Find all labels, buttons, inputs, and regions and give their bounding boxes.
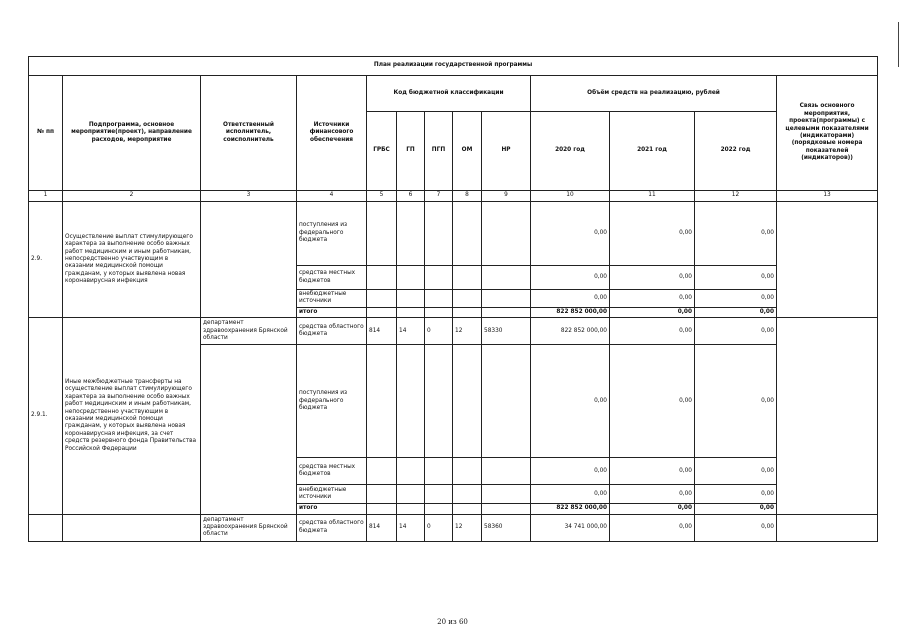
header-no: № пп — [29, 76, 63, 191]
funding-source: средства областного бюджета — [297, 514, 367, 541]
total-2021: 0,00 — [610, 307, 695, 317]
link-cell — [777, 202, 878, 318]
row-number: 2.9.1. — [29, 318, 63, 514]
value-2021: 0,00 — [610, 485, 695, 504]
value-2021: 0,00 — [610, 458, 695, 485]
header-volume: Объём средств на реализацию, рублей — [531, 76, 777, 112]
header-om: ОМ — [453, 112, 482, 191]
value-2021: 0,00 — [610, 290, 695, 308]
om-code: 12 — [453, 514, 482, 541]
header-2022: 2022 год — [695, 112, 777, 191]
total-2022: 0,00 — [695, 307, 777, 317]
value-2022: 0,00 — [695, 266, 777, 290]
value-2021: 0,00 — [610, 514, 695, 541]
value-2022: 0,00 — [695, 458, 777, 485]
header-gp: ГП — [397, 112, 425, 191]
value-2020: 0,00 — [531, 202, 610, 266]
executor-name: департамент здравоохранения Брянской области — [201, 318, 297, 345]
col-number: 4 — [297, 191, 367, 202]
col-number: 13 — [777, 191, 878, 202]
executor-name: департамент здравоохранения Брянской области — [201, 514, 297, 541]
gp-code: 14 — [397, 318, 425, 345]
program-name: Осуществление выплат стимулирующего характера за выполнение особо важных работ медицинским и иным работникам, непосредственно участвующим в оказании медицинской помощи гражданам, у которых выявлена новая коронавирусная инфекция — [63, 202, 201, 318]
funding-source: средства местных бюджетов — [297, 266, 367, 290]
om-code: 12 — [453, 318, 482, 345]
header-2020: 2020 год — [531, 112, 610, 191]
total-2022: 0,00 — [695, 504, 777, 514]
table-row — [29, 514, 878, 541]
col-number: 9 — [482, 191, 531, 202]
program-plan-table — [28, 56, 878, 542]
value-2020: 0,00 — [531, 266, 610, 290]
column-numbers-row — [29, 191, 878, 202]
value-2020: 0,00 — [531, 345, 610, 458]
header-2021: 2021 год — [610, 112, 695, 191]
header-link: Связь основного мероприятия, проекта(программы) с целевыми показателями (индикаторами) (порядковые номера показателей (индикаторов)) — [777, 76, 878, 191]
value-2022: 0,00 — [695, 514, 777, 541]
value-2022: 0,00 — [695, 485, 777, 504]
funding-source: средства местных бюджетов — [297, 458, 367, 485]
col-number: 1 — [29, 191, 63, 202]
link-cell — [777, 514, 878, 541]
header-source: Источники финансового обеспечения — [297, 76, 367, 191]
col-number: 12 — [695, 191, 777, 202]
value-2020: 0,00 — [531, 485, 610, 504]
funding-source-total: итого — [297, 504, 367, 514]
total-2020: 822 852 000,00 — [531, 504, 610, 514]
header-pgp: ПГП — [425, 112, 453, 191]
funding-source: средства областного бюджета — [297, 318, 367, 345]
col-number: 2 — [63, 191, 201, 202]
value-2021: 0,00 — [610, 202, 695, 266]
value-2021: 0,00 — [610, 318, 695, 345]
gp-code: 14 — [397, 514, 425, 541]
col-number: 3 — [201, 191, 297, 202]
page-number: 20 из 60 — [437, 618, 468, 626]
total-2020: 822 852 000,00 — [531, 307, 610, 317]
scan-edge-line — [898, 22, 899, 67]
col-number: 8 — [453, 191, 482, 202]
value-2021: 0,00 — [610, 266, 695, 290]
col-number: 7 — [425, 191, 453, 202]
link-cell — [777, 318, 878, 514]
value-2022: 0,00 — [695, 290, 777, 308]
col-number: 6 — [397, 191, 425, 202]
funding-source: внебюджетные источники — [297, 485, 367, 504]
table-row — [29, 318, 878, 345]
funding-source-total: итого — [297, 307, 367, 317]
pgp-code: 0 — [425, 514, 453, 541]
funding-source: поступления из федерального бюджета — [297, 202, 367, 266]
pgp-code: 0 — [425, 318, 453, 345]
grbs-code: 814 — [367, 318, 397, 345]
col-number: 11 — [610, 191, 695, 202]
value-2020: 34 741 000,00 — [531, 514, 610, 541]
total-2021: 0,00 — [610, 504, 695, 514]
col-number: 5 — [367, 191, 397, 202]
nr-code: 58330 — [482, 318, 531, 345]
program-name — [63, 514, 201, 541]
row-number: 2.9. — [29, 202, 63, 318]
row-number — [29, 514, 63, 541]
grbs-code: 814 — [367, 514, 397, 541]
program-name: Иные межбюджетные трансферты на осуществление выплат стимулирующего характера за выполнение особо важных работ медицинским и иным работникам, непосредственно участвующим в оказании медицинской помощи гражданам, у которых выявлена новая коронавирусная инфекция, за счет средств резервного фонда Правительства Российской Федерации — [63, 318, 201, 514]
value-2022: 0,00 — [695, 318, 777, 345]
value-2020: 0,00 — [531, 458, 610, 485]
header-executor: Ответственный исполнитель, соисполнитель — [201, 76, 297, 191]
header-budget-class: Код бюджетной классификации — [367, 76, 531, 112]
funding-source: внебюджетные источники — [297, 290, 367, 308]
value-2021: 0,00 — [610, 345, 695, 458]
value-2022: 0,00 — [695, 345, 777, 458]
header-program: Подпрограмма, основное мероприятие(проект), направление расходов, мероприятие — [63, 76, 201, 191]
header-nr: НР — [482, 112, 531, 191]
header-grbs: ГРБС — [367, 112, 397, 191]
nr-code: 58360 — [482, 514, 531, 541]
executor-cell — [201, 345, 297, 514]
executor-cell — [201, 202, 297, 318]
table-title: План реализации государственной программы — [29, 57, 878, 76]
table-row — [29, 202, 878, 266]
value-2020: 0,00 — [531, 290, 610, 308]
value-2022: 0,00 — [695, 202, 777, 266]
funding-source: поступления из федерального бюджета — [297, 345, 367, 458]
value-2020: 822 852 000,00 — [531, 318, 610, 345]
col-number: 10 — [531, 191, 610, 202]
